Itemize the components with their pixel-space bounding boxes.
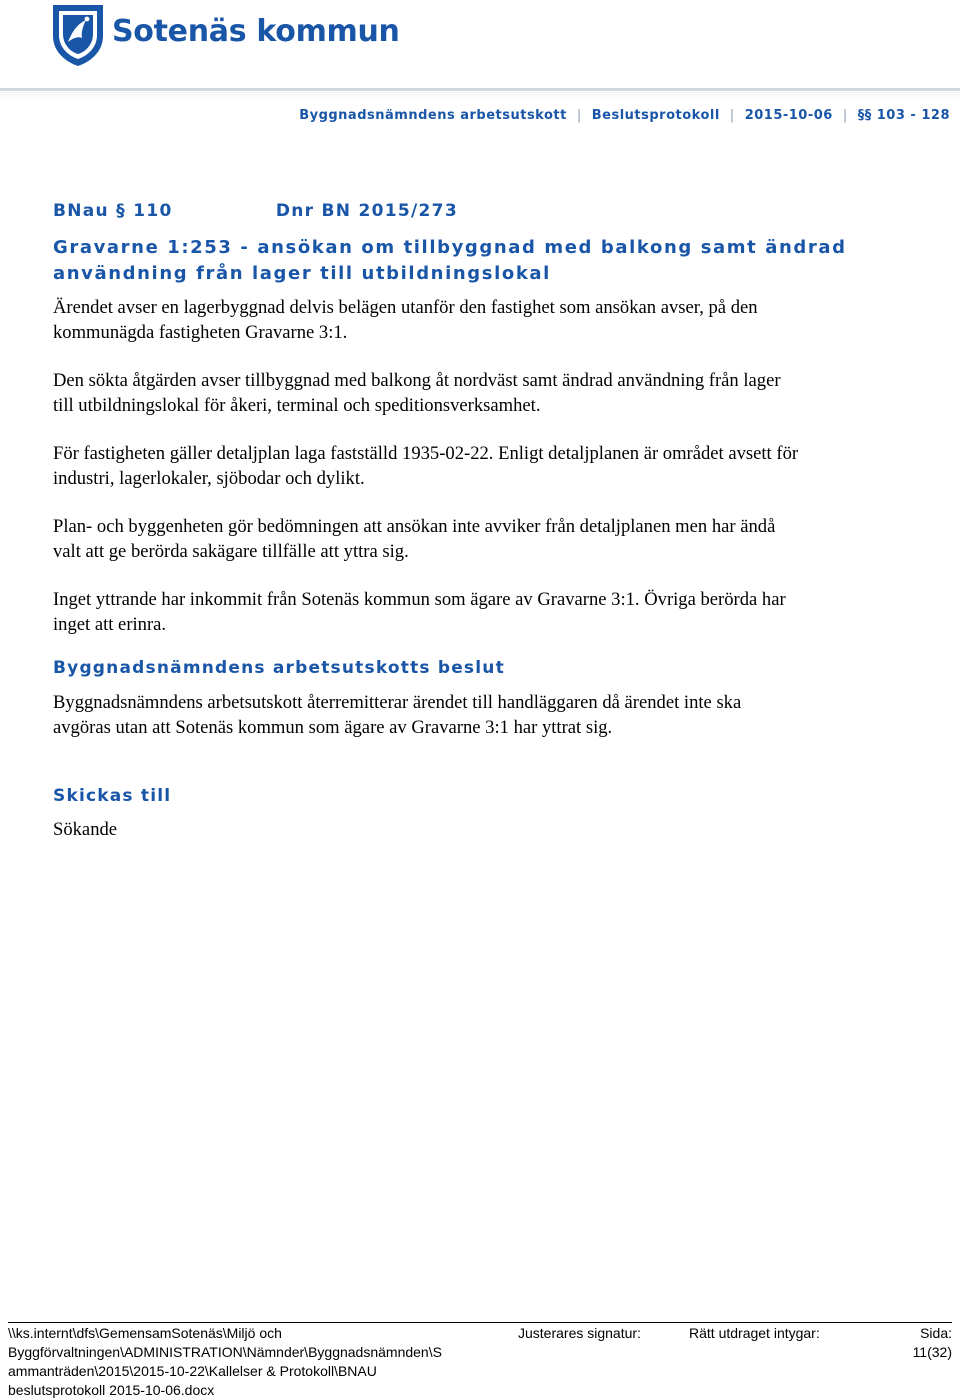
header-separator: | [576,108,582,123]
footer-file-path [8,1324,442,1400]
case-title-line: användning från lager till utbildningslokal [53,263,551,284]
decision-text [53,691,913,740]
header-section-range: 103 - 128 [876,108,950,123]
header-separator: | [842,108,848,123]
paragraph-line: Ärendet avser en lagerbyggnad delvis belägen utanför den fastighet som ansökan avser, på den [53,297,758,318]
footer-path-line: \\ks.internt\dfs\GemensamSotenäs\Miljö och [8,1325,282,1341]
footer-path-line: Byggförvaltningen\ADMINISTRATION\Nämnder\Byggnadsnämnden\S [8,1344,442,1360]
case-number: BNau § 110 [53,201,173,221]
footer-rule [8,1322,952,1323]
municipal-shield-icon [50,2,106,68]
paragraph [53,442,913,491]
case-title [53,235,847,287]
paragraph-line: inget att erinra. [53,613,167,635]
footer-page-number: 11(32) [912,1344,952,1360]
paragraph [53,369,913,418]
paragraph-line: industri, lagerlokaler, sjöbodar och dylikt. [53,467,365,489]
header-separator: | [729,108,735,123]
decision-line: Byggnadsnämndens arbetsutskott återremitterar ärendet till handläggaren då ärendet inte ska [53,692,742,713]
paragraph-line: till utbildningslokal för åkeri, terminal och speditionsverksamhet. [53,394,541,416]
paragraph-line: Inget yttrande har inkommit från Sotenäs kommun som ägare av Gravarne 3:1. Övriga berörda har [53,589,786,610]
paragraph-line: Den sökta åtgärden avser tillbyggnad med balkong åt nordväst samt ändrad användning från lager [53,370,781,391]
footer-signature-label: Justerares signatur: [518,1325,641,1341]
footer-path-line: beslutsprotokoll 2015-10-06.docx [8,1382,215,1398]
case-dnr: Dnr BN 2015/273 [275,201,458,221]
paragraph [53,515,913,564]
footer-path-line: ammanträden\2015\2015-10-22\Kallelser & Protokoll\BNAU [8,1363,377,1379]
header-protocol-type: Beslutsprotokoll [591,108,720,123]
header-body-name: Byggnadsnämndens arbetsutskott [299,108,567,123]
paragraph [53,296,913,345]
paragraph-line: För fastigheten gäller detaljplan laga fastställd 1935-02-22. Enligt detaljplanen är området avsett för [53,443,799,464]
running-header [299,108,950,123]
footer-page-info [900,1324,952,1362]
header-section-sign: §§ [857,108,872,123]
decision-line: avgöras utan att Sotenäs kommun som ägare av Gravarne 3:1 har yttrat sig. [53,716,613,738]
footer-page-label: Sida: [920,1325,952,1341]
header-rule [0,88,960,102]
decision-heading: Byggnadsnämndens arbetsutskotts beslut [53,658,505,678]
logo-wordmark: Sotenäs kommun [112,14,400,49]
case-reference [53,201,458,221]
header-date: 2015-10-06 [744,108,833,123]
paragraph [53,588,913,637]
paragraph-line: valt att ge berörda sakägare tillfälle att yttra sig. [53,540,409,562]
footer-attest-label: Rätt utdraget intygar: [689,1325,820,1341]
send-to-heading: Skickas till [53,786,172,806]
case-title-line: Gravarne 1:253 - ansökan om tillbyggnad med balkong samt ändrad [53,237,847,258]
paragraph-line: Plan- och byggenheten gör bedömningen att ansökan inte avviker från detaljplanen men har ändå [53,516,776,537]
paragraph-line: kommunägda fastigheten Gravarne 3:1. [53,321,348,343]
sotenas-logo [50,2,400,74]
send-to-recipient: Sökande [53,819,118,840]
